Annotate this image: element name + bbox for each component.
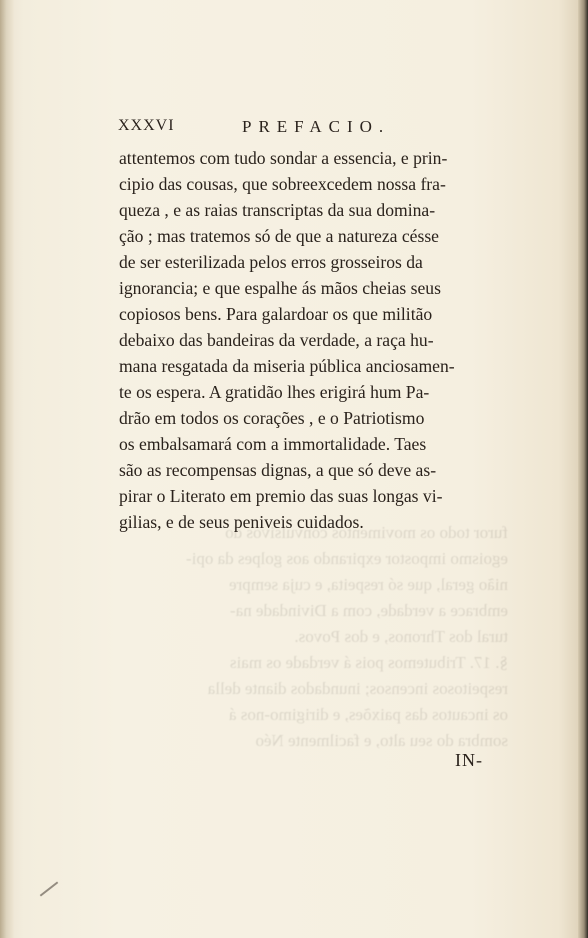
text-line: são as recompensas dignas, a que só deve as- [119,460,437,480]
text-line: cipio das cousas, que sobreexcedem nossa fra- [119,174,446,194]
text-line: debaixo das bandeiras da verdade, a raça hu- [119,330,434,350]
catchword: IN- [455,750,483,770]
pencil-mark [40,881,59,896]
text-line: ignorancia; e que espalhe ás mãos cheias seus [119,278,441,298]
text-line: te os espera. A gratidão lhes erigirá hum Pa- [119,382,430,402]
bleed-line: nião geral, que só respeita, e cuja sempre [229,575,508,594]
text-line: pirar o Literato em premio das suas longas vi- [119,486,443,506]
show-through-text [118,520,508,754]
running-head: PREFACIO. [242,117,391,136]
bleed-line: os incautos das paixões, e dirigimo-nos á [228,705,508,724]
text-line: gilias, e de seus peniveis cuidados. [119,512,364,532]
bleed-line: tural dos Thronos, e dos Povos. [294,627,508,646]
text-line: attentemos com tudo sondar a essencia, e prin- [119,148,448,168]
page-number: XXXVI [118,117,175,134]
page-headline [118,117,493,141]
text-line: mana resgatada da miseria pública anciosamen- [119,356,455,376]
text-line: drão em todos os corações , e o Patriotismo [119,408,425,428]
bleed-line: respeitosos incensos; inundados diante della [207,679,508,698]
text-line: copiosos bens. Para galardoar os que militão [119,304,433,324]
bleed-line: egoismo impostor expirando aos golpes da opi- [185,549,508,568]
bleed-line: sombra do seu alto, e facilmente Néo [255,731,508,750]
text-line: queza , e as raias transcriptas da sua domina- [119,200,436,220]
text-line: os embalsamará com a immortalidade. Taes [119,434,427,454]
text-line: ção ; mas tratemos só de que a natureza césse [119,226,439,246]
body-paragraph [119,145,507,535]
page-outer-edge [578,0,588,938]
text-line: de ser esterilizada pelos erros grosseiros da [119,252,423,272]
bleed-line: furor todo os movimentos convulsivos do [225,523,508,542]
page-binding-edge [0,0,14,938]
bleed-line: §. 17. Tributemos pois á verdade os mais [229,653,508,672]
bleed-line: embrace a verdade, com a Divindade na- [230,601,508,620]
